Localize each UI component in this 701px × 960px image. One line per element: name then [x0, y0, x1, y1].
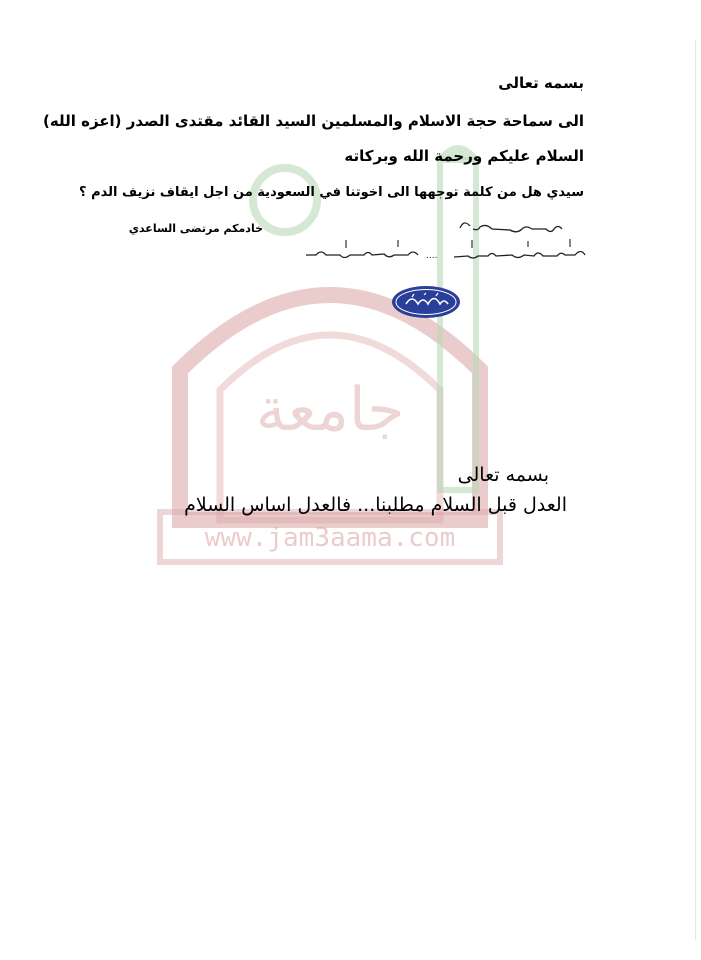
letter-greeting: السلام عليكم ورحمة الله وبركاته [344, 147, 584, 165]
handwritten-reply [300, 215, 590, 275]
letter-signature: خادمكم مرتضى الساعدي [128, 222, 263, 235]
page-edge-line [695, 40, 696, 940]
svg-text:جامعة: جامعة [255, 375, 405, 445]
svg-text:....: .... [426, 251, 438, 261]
watermark-url: www.jam3aama.com [204, 523, 456, 553]
letter-basmala: بسمه تعالى [498, 74, 584, 92]
typed-reply-basmala: بسمه تعالى [457, 464, 549, 486]
letter-question: سيدي هل من كلمة توجهها الى اخوتنا في السعودية من اجل ايقاف نزيف الدم ؟ [79, 185, 584, 200]
letter-addressee: الى سماحة حجة الاسلام والمسلمين السيد القائد مقتدى الصدر (اعزه الله) [43, 112, 584, 130]
official-seal [390, 284, 462, 320]
typed-reply-text: العدل قبل السلام مطلبنا... فالعدل اساس السلام [184, 494, 567, 516]
